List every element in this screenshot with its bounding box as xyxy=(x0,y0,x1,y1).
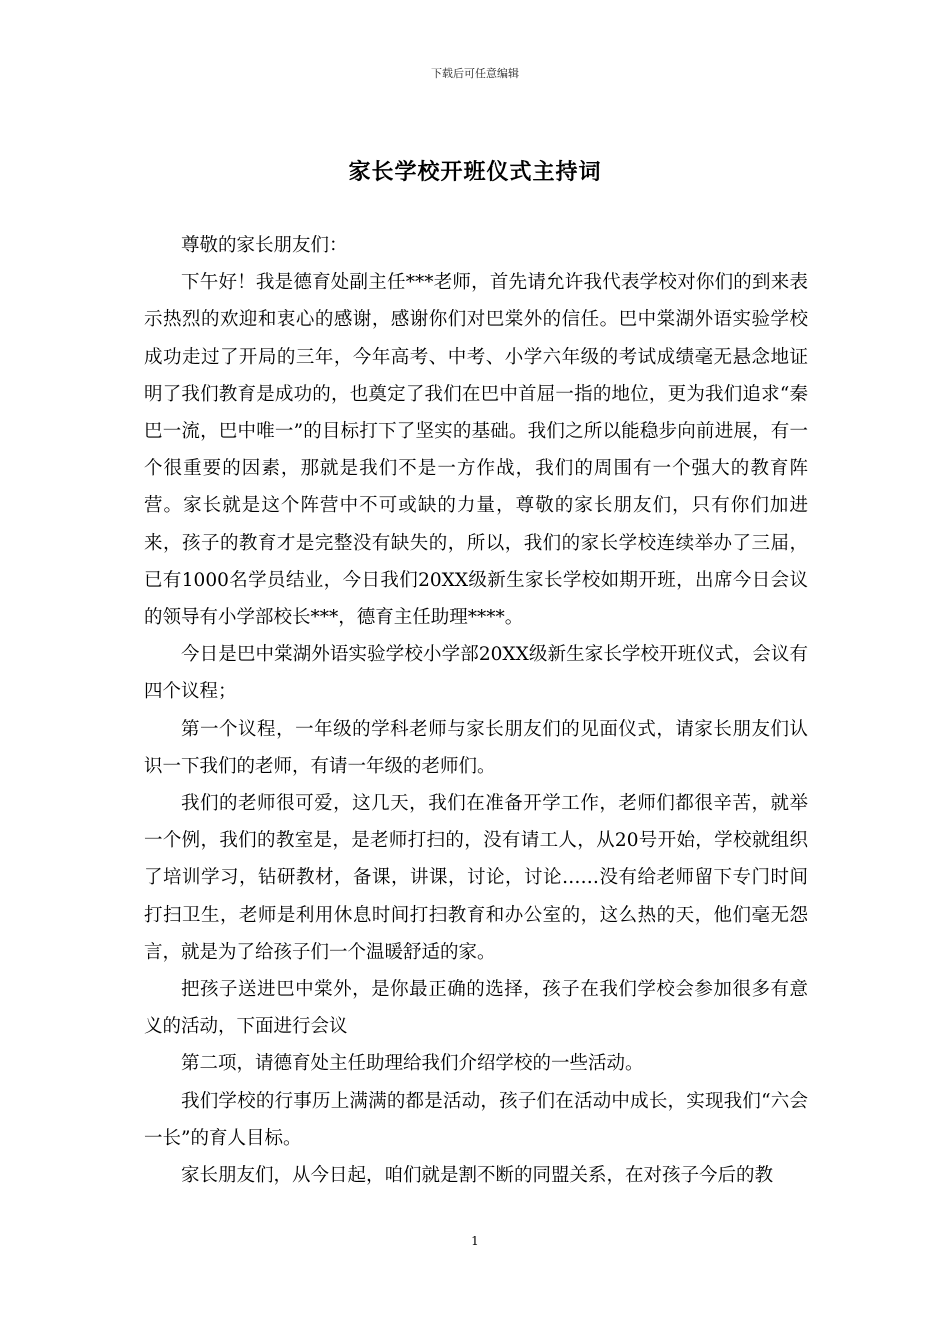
document-title: 家长学校开班仪式主持词 xyxy=(348,159,602,185)
paragraph-item-one: 第一个议程，一年级的学科老师与家长朋友们的见面仪式，请家长朋友们认识一下我们的老师，有请一年级的老师们。 xyxy=(144,718,808,777)
paragraph-choice: 把孩子送进巴中棠外，是你最正确的选择，孩子在我们学校会参加很多有意义的活动，下面进行会议 xyxy=(144,979,808,1038)
paragraph-opening: 下午好！我是德育处副主任***老师，首先请允许我代表学校对你们的到来表示热烈的欢迎和衷心的感谢，感谢你们对巴棠外的信任。巴中棠湖外语实验学校成功走过了开局的三年，今年高考、中考、小学六年级的考试成绩毫无悬念地证明了我们教育是成功的，也奠定了我们在巴中首屈一指的地位，更为我们追求“秦巴一流，巴中唯一”的目标打下了坚实的基础。我们之所以能稳步向前进展，有一个很重要的因素，那就是我们不是一方作战，我们的周围有一个强大的教育阵营。家长就是这个阵营中不可或缺的力量，尊敬的家长朋友们，只有你们加进来，孩子的教育才是完整没有缺失的，所以，我们的家长学校连续举办了三届，已有1000名学员结业，今日我们20XX级新生家长学校如期开班，出席今日会议的领导有小学部校长***，德育主任助理****。 xyxy=(144,272,808,629)
document-body xyxy=(144,227,808,1194)
paragraph-activities: 我们学校的行事历上满满的都是活动，孩子们在活动中成长，实现我们“六会一长”的育人目标。 xyxy=(144,1090,808,1149)
paragraph-item-two: 第二项，请德育处主任助理给我们介绍学校的一些活动。 xyxy=(181,1053,644,1075)
header-note: 下载后可任意编辑 xyxy=(431,67,519,80)
page-number: 1 xyxy=(471,1234,479,1248)
paragraph-alliance: 家长朋友们，从今日起，咱们就是割不断的同盟关系，在对孩子今后的教 xyxy=(181,1165,774,1187)
paragraph-teachers: 我们的老师很可爱，这几天，我们在准备开学工作，老师们都很辛苦，就举一个例，我们的教室是，是老师打扫的，没有请工人，从20号开始，学校就组织了培训学习，钻研教材，备课，讲课，讨论，讨论……没有给老师留下专门时间打扫卫生，老师是利用休息时间打扫教育和办公室的，这么热的天，他们毫无怨言，就是为了给孩子们一个温暖舒适的家。 xyxy=(144,793,808,963)
paragraph-agenda: 今日是巴中棠湖外语实验学校小学部20XX级新生家长学校开班仪式，会议有四个议程； xyxy=(144,644,808,703)
paragraph-greeting: 尊敬的家长朋友们： xyxy=(181,235,348,256)
